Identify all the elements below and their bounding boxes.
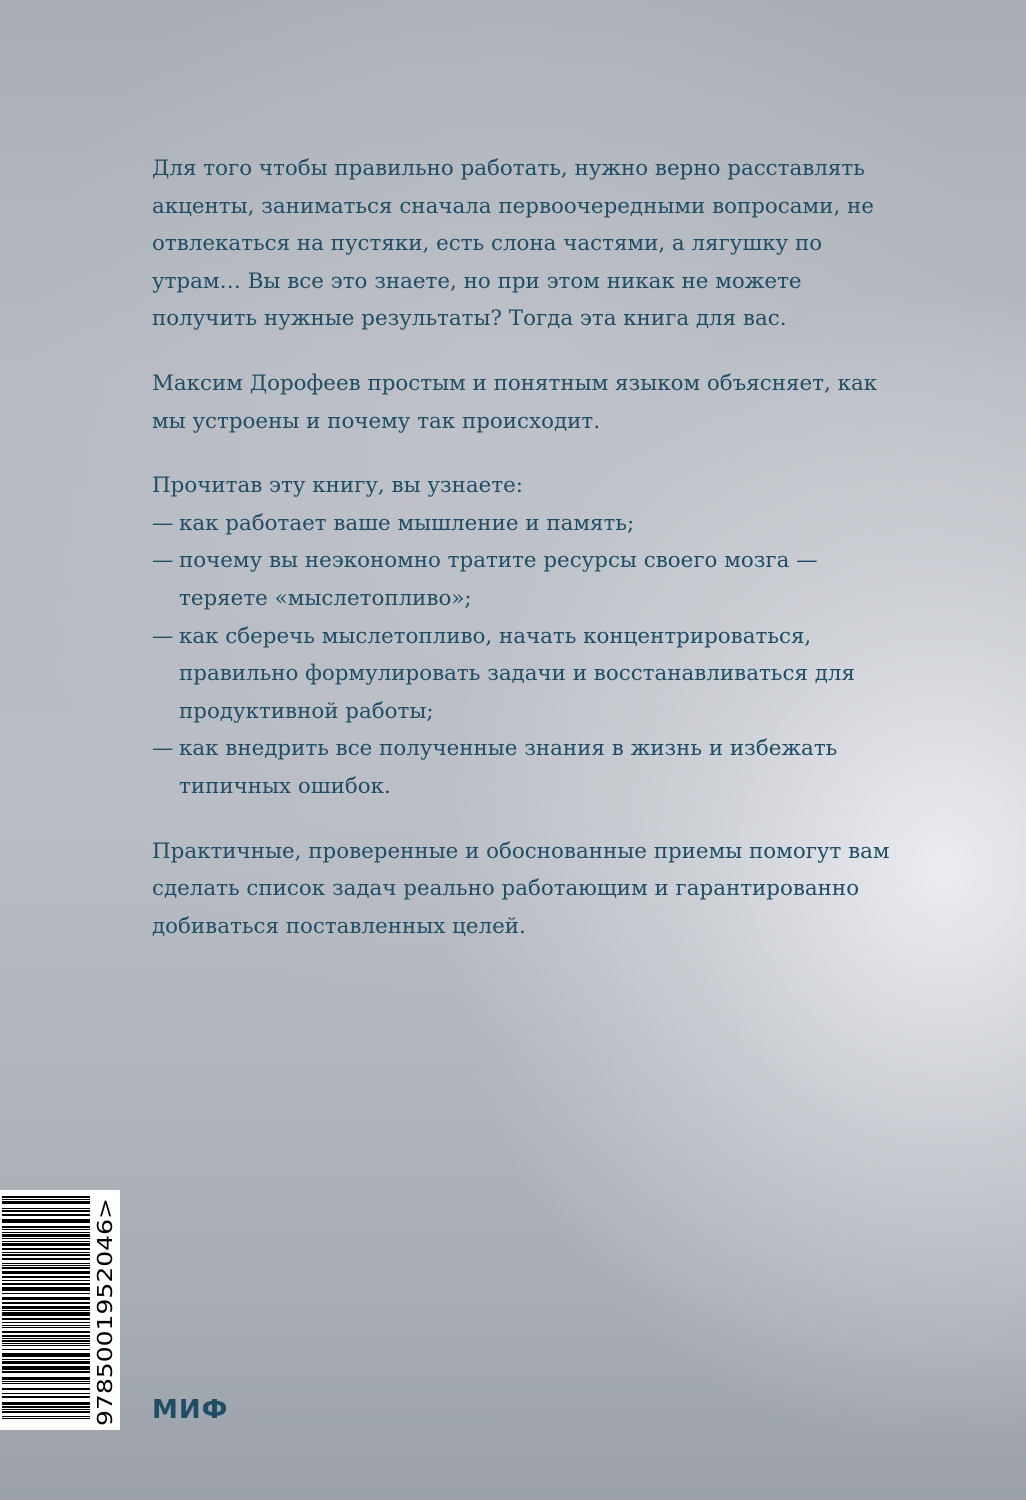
barcode-bar <box>2 1409 90 1410</box>
barcode-bar <box>2 1232 90 1233</box>
barcode-bar <box>2 1377 90 1380</box>
barcode-bar <box>2 1297 90 1300</box>
barcode-bar <box>2 1327 90 1328</box>
barcode-bar <box>2 1196 90 1198</box>
dash-marker: — <box>152 548 174 574</box>
barcode-bar <box>2 1383 90 1384</box>
list-item: — как работает ваше мышление и память; <box>152 505 912 543</box>
barcode-bar <box>2 1199 90 1200</box>
barcode-bar <box>2 1361 90 1364</box>
barcode-bar <box>2 1402 90 1405</box>
back-cover-description <box>152 150 912 972</box>
barcode-bar <box>2 1306 90 1309</box>
barcode-bar <box>2 1416 90 1417</box>
barcode-bar <box>2 1287 90 1291</box>
barcode-bar <box>2 1208 90 1209</box>
barcode-bar <box>2 1248 90 1250</box>
barcode-bar <box>2 1226 90 1228</box>
dash-marker: — <box>152 623 174 649</box>
barcode-bar <box>2 1280 90 1281</box>
barcode-bar <box>2 1302 90 1304</box>
barcode-bar <box>2 1343 90 1344</box>
barcode-bar <box>2 1258 90 1260</box>
barcode-bar <box>2 1263 90 1264</box>
barcode-bar <box>2 1293 90 1294</box>
barcode-bar <box>2 1234 90 1237</box>
barcode-bar <box>2 1201 90 1204</box>
barcode-bar <box>2 1265 90 1266</box>
barcode-bar <box>2 1366 90 1370</box>
barcode-bar <box>2 1241 90 1242</box>
barcode-bar <box>2 1229 90 1230</box>
barcode-bar <box>2 1406 90 1408</box>
barcode-bar <box>2 1345 90 1346</box>
barcode-bar <box>2 1219 90 1223</box>
description-paragraph-1: Для того чтобы правильно работать, нужно верно расставлять акценты, заниматься сначала первоочередными вопросами, не отвлекаться на пустяки, есть слона частями, а лягушку по утрам… Вы все это знаете, но при этом никак не можете получить нужные результаты? Тогда эта книга для вас. <box>152 156 874 332</box>
list-item: — как сберечь мыслетопливо, начать концентрироваться, правильно формулировать задачи и восстанавливаться для продуктивной работы; <box>152 618 912 731</box>
barcode-bar <box>2 1338 90 1339</box>
barcode-bar <box>2 1312 90 1316</box>
barcode-bar <box>2 1243 90 1246</box>
barcode-bar <box>2 1283 90 1285</box>
list-item: — как внедрить все полученные знания в жизнь и избежать типичных ошибок. <box>152 730 912 805</box>
barcode-bar <box>2 1238 90 1239</box>
barcode-bar <box>2 1254 90 1256</box>
benefits-list <box>152 505 912 806</box>
isbn-barcode <box>0 1190 120 1430</box>
barcode-bar <box>2 1381 90 1382</box>
barcode-bar <box>2 1396 90 1398</box>
barcode-bar <box>2 1322 90 1323</box>
barcode-bar <box>2 1371 90 1373</box>
barcode-bar <box>2 1335 90 1337</box>
barcode-bar <box>2 1276 90 1278</box>
barcode-bar <box>2 1267 90 1269</box>
barcode-bar <box>2 1310 90 1311</box>
isbn-number: 9785001952046> <box>93 1243 117 1426</box>
barcode-bar <box>2 1318 90 1320</box>
barcode-bar <box>2 1349 90 1350</box>
barcode-bar <box>2 1210 90 1212</box>
barcode-bar <box>2 1353 90 1357</box>
barcode-bar <box>2 1359 90 1360</box>
barcode-bar <box>2 1393 90 1394</box>
barcode-graphic <box>0 1190 120 1430</box>
barcode-bar <box>2 1252 90 1253</box>
list-intro: Прочитав эту книгу, вы узнаете: <box>152 473 524 499</box>
barcode-bar <box>2 1214 90 1216</box>
description-paragraph-3: Практичные, проверенные и обоснованные приемы помогут вам сделать список задач реально работающим и гарантированно добиваться поставленных целей. <box>152 838 890 939</box>
barcode-bar <box>2 1418 90 1419</box>
list-item: — почему вы неэкономно тратите ресурсы своего мозга — теряете «мыслетопливо»; <box>152 542 912 617</box>
publisher-logo: МИФ <box>152 1395 229 1425</box>
dash-marker: — <box>152 510 174 536</box>
dash-marker: — <box>152 736 174 762</box>
barcode-bar <box>2 1411 90 1413</box>
barcode-bar <box>2 1331 90 1333</box>
barcode-bar <box>2 1271 90 1274</box>
barcode-bar <box>2 1388 90 1390</box>
description-paragraph-2: Максим Дорофеев простым и понятным языком объясняет, как мы устроены и почему так происходит. <box>152 370 878 434</box>
barcode-bar <box>2 1340 90 1342</box>
barcode-bar <box>2 1325 90 1326</box>
